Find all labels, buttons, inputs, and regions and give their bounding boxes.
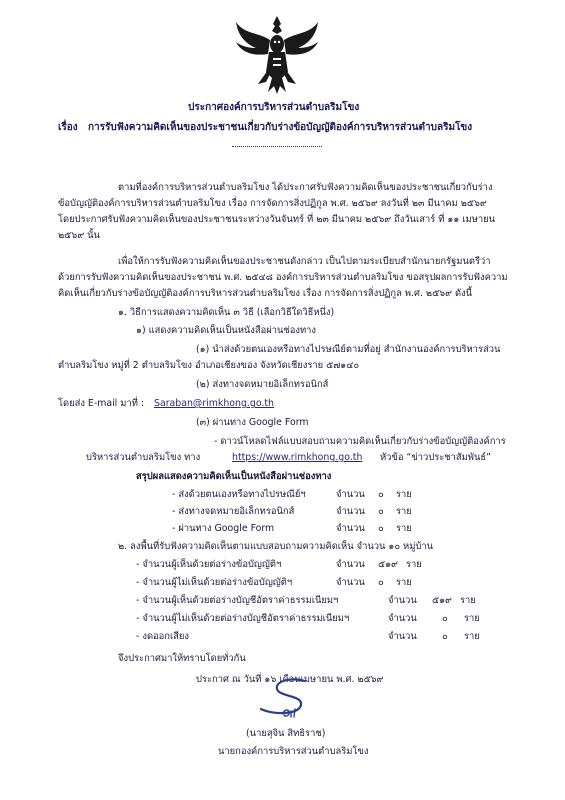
section2-row-unit: ราย xyxy=(396,577,412,588)
subject-label: เรื่อง xyxy=(58,122,78,133)
summary1-row-label: - ผ่านทาง Google Form xyxy=(172,523,275,534)
section2-heading: ๒. ลงพื้นที่รับฟังความคิดเห็นตามแบบสอบถามความคิดเห็น จำนวน ๑๐ หมู่บ้าน xyxy=(118,541,434,552)
dotted-divider xyxy=(232,146,322,147)
section2-row-count: ๐ xyxy=(378,577,384,588)
para2-line-3: คิดเห็นเกี่ยวกับร่างข้อบัญญัติองค์การบริหารส่วนตำบลริมโขง เรื่อง การจัดการสิ่งปฏิกูล พ.ศ. ๒๕๖๙ ดังนี้ xyxy=(58,288,473,299)
item3: (๓) ผ่านทาง Google Form xyxy=(196,417,309,428)
section2-row-count: ๕๑๙ xyxy=(432,595,452,606)
section2-row-label: - จำนวนผู้ไม่เห็นด้วยต่อร่างบัญชีอัตราค่าธรรมเนียมฯ xyxy=(136,613,350,624)
section2-row-label: - จำนวนผู้เห็นด้วยต่อร่างข้อบัญญัติฯ xyxy=(136,559,282,570)
para2-line-2: ด้วยการรับฟังความคิดเห็นของประชาชน พ.ศ. ๒๕๔๘ องค์การบริหารส่วนตำบลริมโขง ขอสรุปผลการรับฟังความ xyxy=(58,272,508,283)
summary1-row-unit: ราย xyxy=(396,506,412,517)
section2-row-unit: ราย xyxy=(464,631,480,642)
intro-line-3: โดยประกาศรับฟังความคิดเห็นของประชาชนระหว่างวันจันทร์ ที่ ๒๓ มีนาคม ๒๕๖๙ ถึงวันเสาร์ ที่ ๑๑ เมษายน xyxy=(58,214,496,225)
intro-line-4: ๒๕๖๙ นั้น xyxy=(58,230,100,241)
summary1-heading: สรุปผลแสดงความคิดเห็นเป็นหนังสือผ่านช่องทาง xyxy=(136,471,332,482)
section2-row-count-label: จำนวน xyxy=(336,559,365,570)
closing-announce: จึงประกาศมาให้ทราบโดยทั่วกัน xyxy=(118,653,246,664)
email-prefix: โดยส่ง E-mail มาที่ : xyxy=(58,398,145,409)
section1-heading: ๑. วิธีการแสดงความคิดเห็น ๓ วิธี (เลือกวิธีใดวิธีหนึ่ง) xyxy=(118,307,335,318)
signer-name: (นายสุจิน สิทธิราช) xyxy=(246,728,326,739)
section2-row-count-label: จำนวน xyxy=(388,613,417,624)
intro-line-2: ข้อบัญญัติองค์การบริหารส่วนตำบลริมโขง เรื่อง การจัดการสิ่งปฏิกูล พ.ศ. ๒๕๖๙ ลงวันที่ ๒๓ มีนาคม ๒๕๖๙ xyxy=(58,198,487,209)
signer-position: นายกองค์การบริหารส่วนตำบลริมโขง xyxy=(218,746,369,757)
summary1-row-count: ๐ xyxy=(378,523,384,534)
summary1-row-unit: ราย xyxy=(396,489,412,500)
summary1-row-unit: ราย xyxy=(396,523,412,534)
section2-row-count: ๕๑๙ xyxy=(378,559,398,570)
section2-row-label: - จำนวนผู้เห็นด้วยต่อร่างบัญชีอัตราค่าธรรมเนียมฯ xyxy=(136,595,339,606)
summary1-row-count-label: จำนวน xyxy=(336,506,365,517)
subject-text: การรับฟังความคิดเห็นของประชาชนเกี่ยวกับร่างข้อบัญญัติองค์การบริหารส่วนตำบลริมโขง xyxy=(88,122,473,133)
download-line-2-suffix: หัวข้อ “ข่าวประชาสัมพันธ์” xyxy=(380,452,491,463)
summary1-row-label: - ส่งทางจดหมายอิเล็กทรอนิกส์ xyxy=(172,506,295,517)
announcement-title: ประกาศองค์การบริหารส่วนตำบลริมโขง xyxy=(188,102,360,113)
summary1-row-count: ๐ xyxy=(378,506,384,517)
summary1-row-count-label: จำนวน xyxy=(336,523,365,534)
download-line-2-prefix: บริหารส่วนตำบลริมโขง ทาง xyxy=(86,452,201,463)
summary1-row-count-label: จำนวน xyxy=(336,489,365,500)
item1-line-1: (๑) นำส่งด้วยตนเองหรือทางไปรษณีย์ตามที่อยู่ สำนักงานองค์การบริหารส่วน xyxy=(196,344,501,355)
website-link[interactable]: https://www.rimkhong.go.th xyxy=(232,452,363,463)
announcement-date: ประกาศ ณ วันที่ ๑๖ เดือนเมษายน พ.ศ. ๒๕๖๙ xyxy=(196,674,384,685)
summary1-row-label: - ส่งด้วยตนเองหรือทางไปรษณีย์ฯ xyxy=(172,489,306,500)
section2-row-count-label: จำนวน xyxy=(388,595,417,606)
summary1-row-count: ๐ xyxy=(378,489,384,500)
section2-row-count: ๐ xyxy=(442,631,448,642)
section2-row-unit: ราย xyxy=(460,595,476,606)
para2-line-1: เพื่อให้การรับฟังความคิดเห็นของประชาชนดังกล่าว เป็นไปตามระเบียบสำนักนายกรัฐมนตรีว่า xyxy=(118,256,491,267)
section2-row-unit: ราย xyxy=(464,613,480,624)
section2-row-count: ๐ xyxy=(442,613,448,624)
signature-icon xyxy=(253,675,325,720)
item2: (๒) ส่งทางจดหมายอิเล็กทรอนิกส์ xyxy=(196,379,329,390)
garuda-emblem-icon xyxy=(232,14,322,96)
section2-row-count-label: จำนวน xyxy=(336,577,365,588)
section2-row-unit: ราย xyxy=(406,559,422,570)
email-link[interactable]: Saraban@rimkhong.go.th xyxy=(154,398,274,409)
section2-row-label: - จำนวนผู้ไม่เห็นด้วยต่อร่างข้อบัญญัติฯ xyxy=(136,577,293,588)
download-line-1: - ดาวน์โหลดไฟล์แบบสอบถามความคิดเห็นเกี่ยวกับร่างข้อบัญญัติองค์การ xyxy=(214,436,506,447)
item1-line-2: ตำบลริมโขง หมู่ที่ 2 ตำบลริมโขง อำเภอเชียงของ จังหวัดเชียงราย ๕๗๑๔๐ xyxy=(58,360,360,371)
intro-line-1: ตามที่องค์การบริหารส่วนตำบลริมโขง ได้ประกาศรับฟังความคิดเห็นของประชาชนเกี่ยวกับร่าง xyxy=(118,182,493,193)
section1-sub1: ๑) แสดงความคิดเห็นเป็นหนังสือผ่านช่องทาง xyxy=(136,325,316,336)
section2-row-label: - งดออกเสียง xyxy=(136,631,189,642)
section2-row-count-label: จำนวน xyxy=(388,631,417,642)
